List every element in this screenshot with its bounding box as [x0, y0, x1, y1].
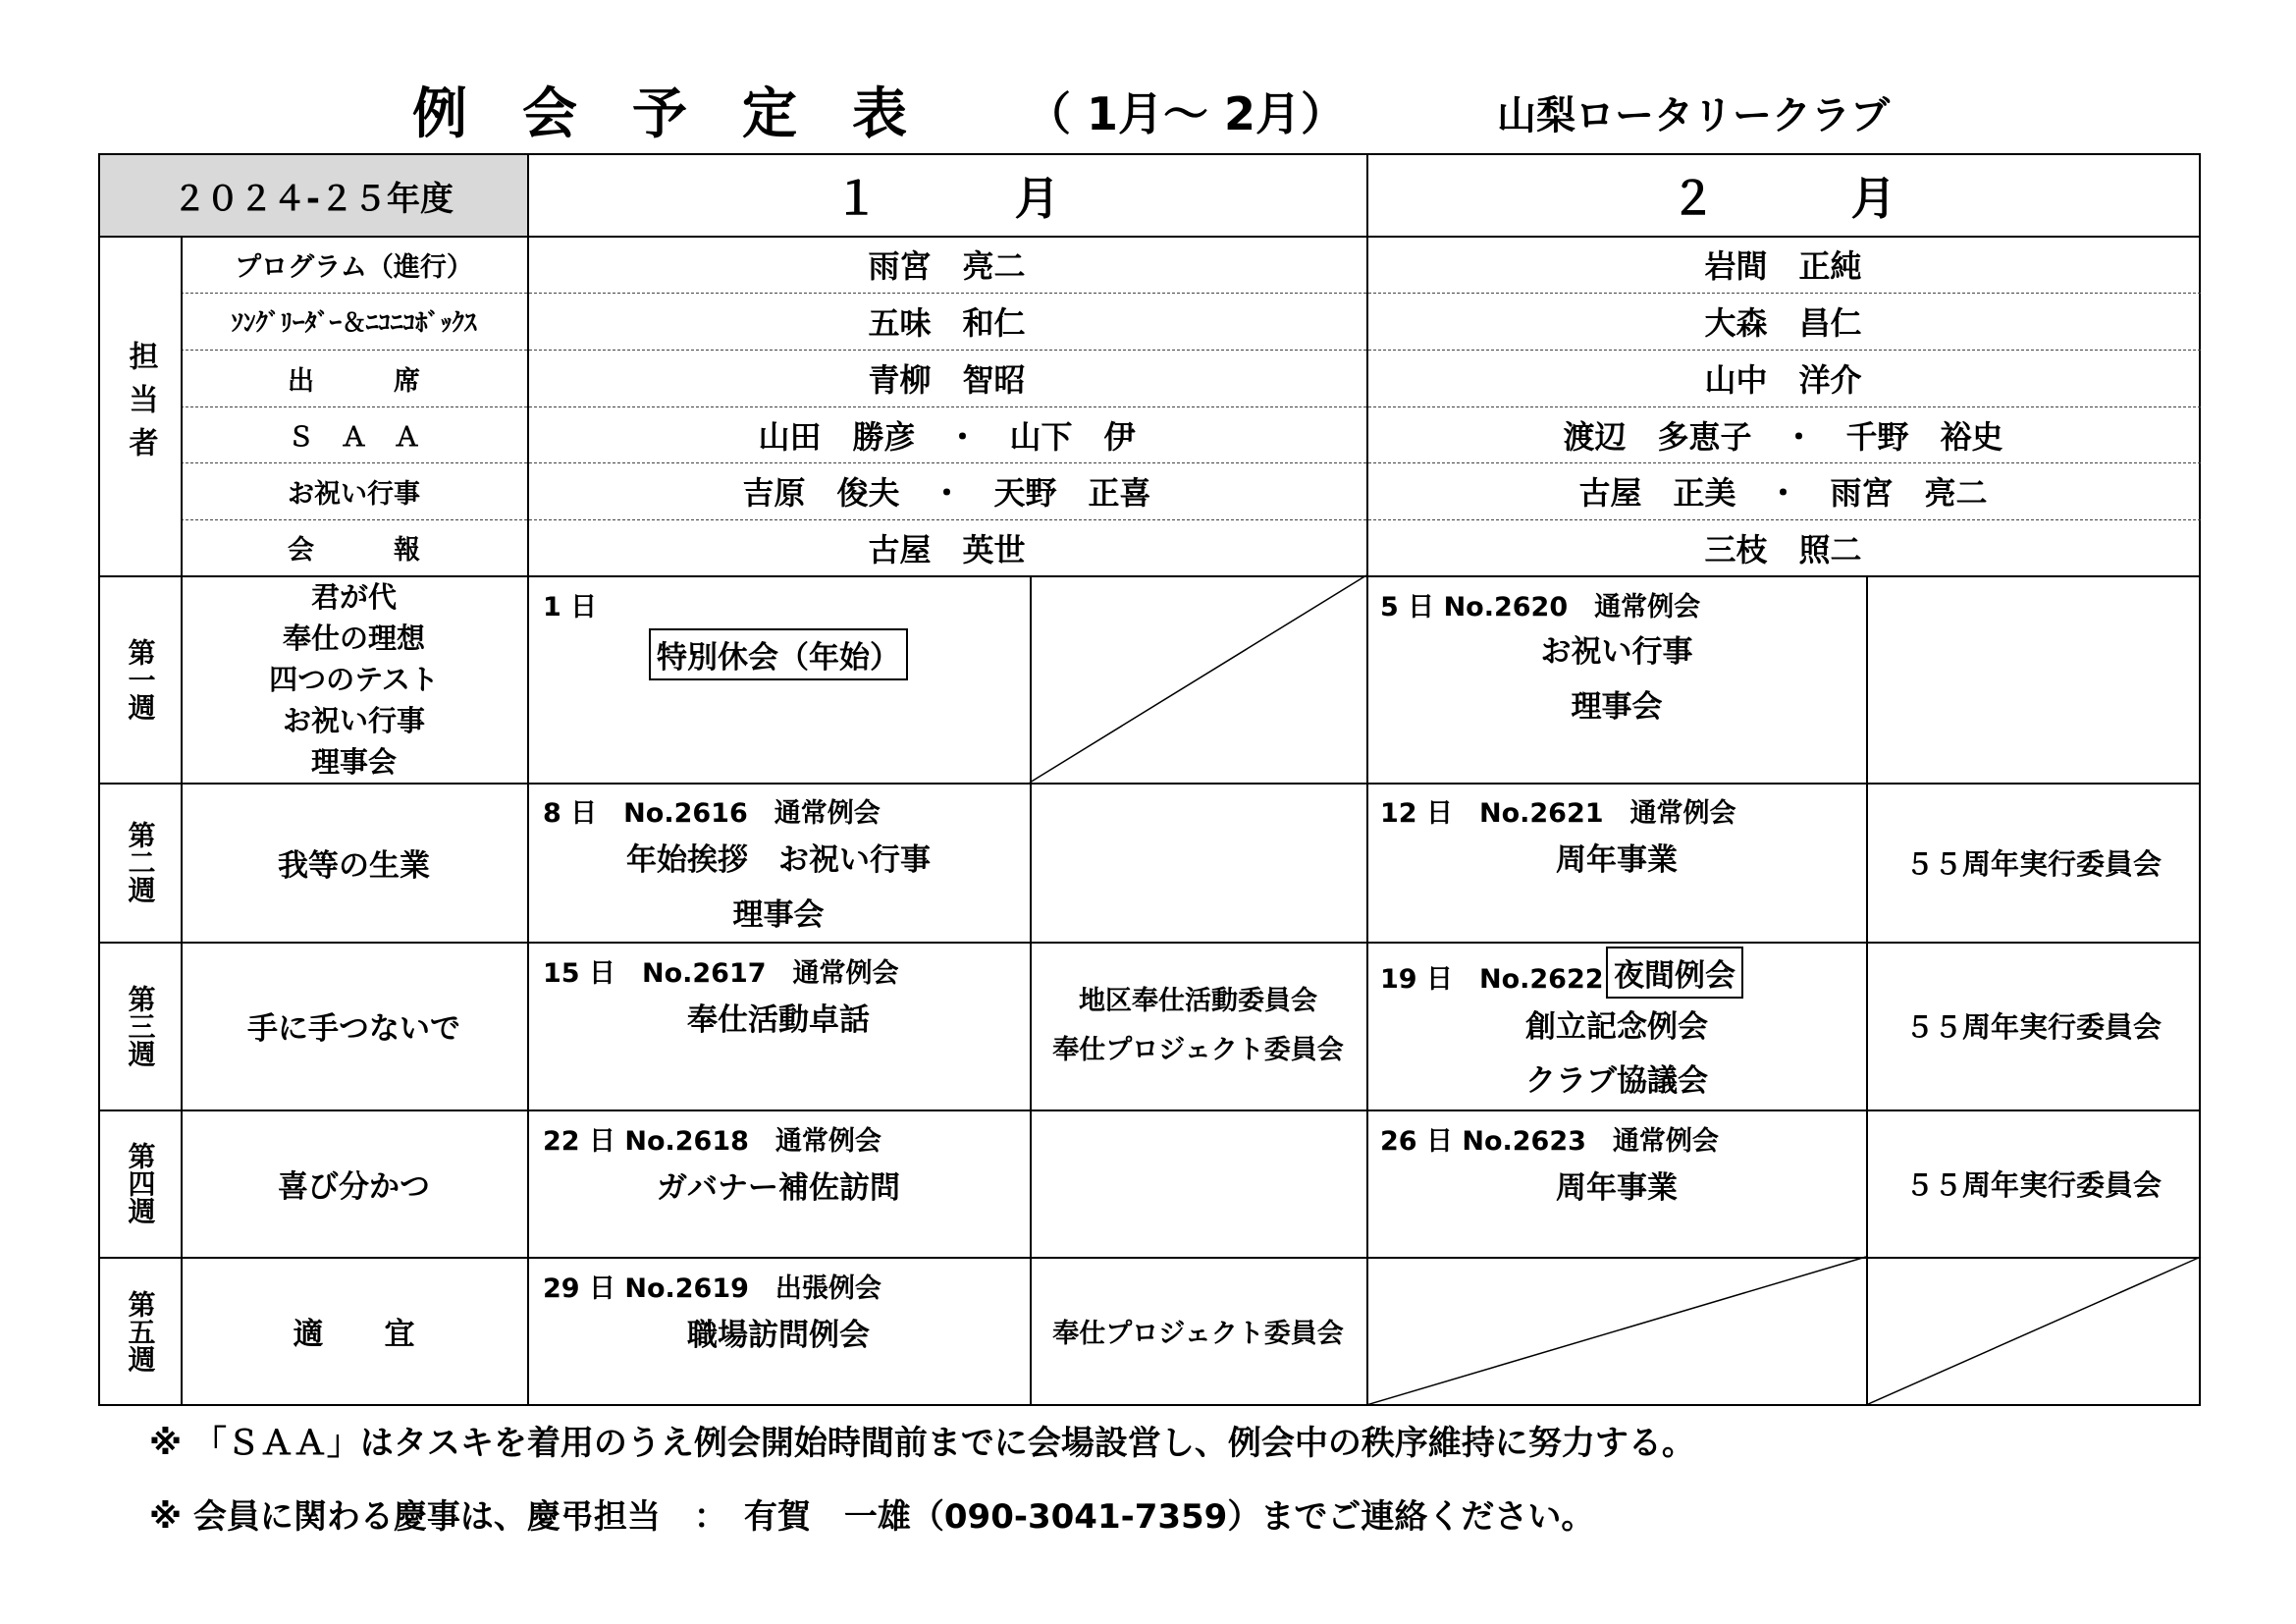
meeting-item: 年始挨拶 お祝い行事 [626, 842, 931, 878]
week-label: 第一週 [124, 637, 157, 721]
footnote-saa: ※ 「ＳＡＡ」はタスキを着用のうえ例会開始時間前までに会場設営し、例会中の秩序維持に努力する。 [149, 1424, 1695, 1463]
staff-feb: 三枝 照二 [1704, 530, 1862, 568]
staff-feb: 渡辺 多恵子 ・ 千野 裕史 [1563, 417, 2003, 456]
committee-line: 地区奉仕活動委員会 [1079, 985, 1317, 1016]
theme-line: 君が代 [310, 579, 397, 614]
empty-cell-slash [1030, 575, 1366, 783]
day-tag: 夜間例会 [1606, 947, 1743, 999]
meeting-day: 26 日 No.2623 通常例会 [1380, 1126, 1719, 1157]
staff-jan: 山田 勝彦 ・ 山下 伊 [758, 417, 1136, 456]
theme-line: 理事会 [310, 744, 397, 779]
staff-role: Ｓ Ａ Ａ [288, 422, 420, 453]
staff-feb: 岩間 正純 [1704, 247, 1862, 285]
week-theme: 手に手つないで [247, 1011, 460, 1047]
meeting-item: 創立記念例会 [1525, 1009, 1708, 1045]
committee-note: ５５周年実行委員会 [1904, 1010, 2162, 1044]
committee-note: ５５周年実行委員会 [1904, 846, 2162, 881]
meeting-item: 理事会 [1571, 689, 1663, 725]
staff-jan: 雨宮 亮二 [868, 247, 1026, 285]
week-theme [181, 575, 527, 783]
meeting-item: 理事会 [732, 897, 825, 933]
staff-feb: 古屋 正美 ・ 雨宮 亮二 [1578, 474, 1988, 512]
club-name: 山梨ロータリークラブ [1497, 93, 1890, 138]
meeting-day: 15 日 No.2617 通常例会 [543, 958, 899, 989]
footnote-celebration: ※ 会員に関わる慶事は、慶弔担当 ： 有賀 一雄（090-3041-7359）までご連絡ください。 [149, 1497, 1595, 1537]
meeting-item: 周年事業 [1556, 1170, 1678, 1206]
month2-header: ２ 月 [1670, 172, 1896, 225]
evening-meeting-tag [1606, 945, 1743, 1000]
special-holiday-box [646, 628, 911, 679]
committee-line: 奉仕プロジェクト委員会 [1052, 1034, 1344, 1065]
meeting-day: 8 日 No.2616 通常例会 [543, 798, 881, 829]
meeting-item: クラブ協議会 [1525, 1063, 1708, 1099]
meeting-item: ガバナー補佐訪問 [657, 1170, 900, 1206]
meeting-day: 5 日 No.2620 通常例会 [1380, 592, 1701, 623]
month1-header: １ 月 [833, 172, 1060, 225]
staff-jan: 青柳 智昭 [868, 361, 1026, 399]
week-label: 第三週 [124, 984, 157, 1067]
staff-group-label: 担当者 [123, 341, 158, 470]
empty-cell-slash [1366, 1257, 1866, 1405]
week-label: 第五週 [124, 1289, 157, 1373]
staff-role: 出 席 [288, 365, 420, 397]
meeting-item: 奉仕活動卓話 [687, 1002, 870, 1038]
meeting-day: 29 日 No.2619 出張例会 [543, 1273, 881, 1304]
meeting-day: 1 日 [543, 592, 598, 623]
staff-role: お祝い行事 [288, 478, 420, 510]
staff-jan: 古屋 英世 [868, 530, 1026, 568]
staff-feb: 大森 昌仁 [1704, 304, 1862, 342]
theme-line: お祝い行事 [282, 703, 425, 737]
meeting-item: 職場訪問例会 [687, 1318, 870, 1353]
meeting-day: 19 日 No.2622 [1380, 964, 1604, 995]
committee-note: 奉仕プロジェクト委員会 [1052, 1319, 1344, 1349]
year-header: ２０２４-２５年度 [172, 179, 454, 219]
meeting-item: お祝い行事 [1540, 634, 1693, 670]
meeting-day: 22 日 No.2618 通常例会 [543, 1126, 881, 1157]
week-theme: 我等の生業 [278, 847, 430, 884]
staff-jan: 吉原 俊夫 ・ 天野 正喜 [742, 474, 1151, 512]
title-months: （ 1月～ 2月） [1026, 87, 1347, 140]
meeting-item: 特別休会（年始） [649, 628, 908, 680]
staff-role: 会 報 [288, 535, 420, 566]
staff-role: ｿﾝｸﾞﾘｰﾀﾞｰ＆ﾆｺﾆｺﾎﾞｯｸｽ [231, 308, 477, 337]
staff-role: プログラム（進行） [235, 251, 473, 283]
week-label: 第二週 [124, 821, 157, 903]
theme-line: 奉仕の理想 [282, 621, 425, 655]
staff-feb: 山中 洋介 [1704, 361, 1862, 399]
committee-note [1030, 942, 1366, 1110]
theme-line: 四つのテスト [269, 662, 439, 696]
week-theme: 喜び分かつ [278, 1168, 430, 1205]
page-title: 例 会 予 定 表 [412, 82, 907, 146]
staff-jan: 五味 和仁 [868, 304, 1026, 342]
committee-note: ５５周年実行委員会 [1904, 1167, 2162, 1202]
week-label: 第四週 [124, 1142, 157, 1224]
meeting-day: 12 日 No.2621 通常例会 [1380, 798, 1736, 829]
week-theme: 適 宜 [293, 1317, 415, 1352]
empty-cell-slash [1866, 1257, 2201, 1405]
meeting-item: 周年事業 [1556, 842, 1678, 878]
